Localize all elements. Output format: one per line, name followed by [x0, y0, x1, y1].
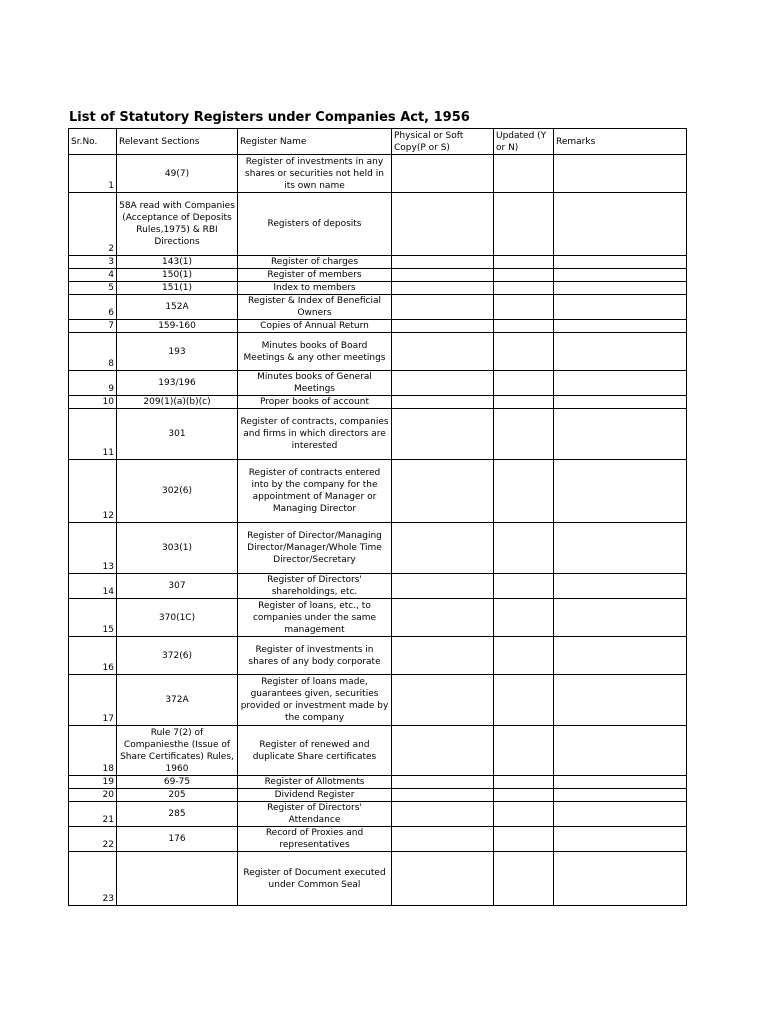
row-register-name: Register & Index of Beneficial Owners [238, 295, 392, 320]
row-physical-or-soft-cell [392, 523, 494, 574]
row-remarks-cell [554, 320, 687, 333]
row-remarks-cell [554, 789, 687, 802]
row-sr-no: 2 [69, 193, 117, 256]
table-row [69, 371, 687, 396]
row-relevant-section: 193/196 [117, 371, 238, 396]
row-updated-cell [494, 396, 554, 409]
row-updated-cell [494, 269, 554, 282]
table-row [69, 282, 687, 295]
header-relevant-sections: Relevant Sections [117, 129, 238, 155]
row-updated-cell [494, 789, 554, 802]
table-header-row [69, 129, 687, 155]
row-register-name: Register of loans made, guarantees given, securities provided or investment made by the company [238, 675, 392, 726]
row-updated-cell [494, 320, 554, 333]
row-sr-no: 15 [69, 599, 117, 637]
row-sr-no: 10 [69, 396, 117, 409]
row-register-name: Proper books of account [238, 396, 392, 409]
row-relevant-section: 193 [117, 333, 238, 371]
row-physical-or-soft-cell [392, 460, 494, 523]
table-row [69, 320, 687, 333]
row-register-name: Register of charges [238, 256, 392, 269]
row-remarks-cell [554, 827, 687, 852]
row-register-name: Register of Director/Managing Director/Manager/Whole Time Director/Secretary [238, 523, 392, 574]
row-sr-no: 20 [69, 789, 117, 802]
table-row [69, 256, 687, 269]
row-physical-or-soft-cell [392, 726, 494, 776]
row-sr-no: 6 [69, 295, 117, 320]
row-updated-cell [494, 460, 554, 523]
row-remarks-cell [554, 333, 687, 371]
row-updated-cell [494, 193, 554, 256]
row-sr-no: 13 [69, 523, 117, 574]
row-updated-cell [494, 155, 554, 193]
row-sr-no: 19 [69, 776, 117, 789]
row-sr-no: 12 [69, 460, 117, 523]
table-body [69, 155, 687, 906]
row-relevant-section: 372(6) [117, 637, 238, 675]
row-sr-no: 23 [69, 852, 117, 906]
row-updated-cell [494, 409, 554, 460]
row-relevant-section: 370(1C) [117, 599, 238, 637]
row-register-name: Index to members [238, 282, 392, 295]
row-sr-no: 1 [69, 155, 117, 193]
row-remarks-cell [554, 371, 687, 396]
row-register-name: Copies of Annual Return [238, 320, 392, 333]
row-updated-cell [494, 333, 554, 371]
row-remarks-cell [554, 852, 687, 906]
row-relevant-section: Rule 7(2) of Companiesthe (Issue of Share Certificates) Rules, 1960 [117, 726, 238, 776]
row-updated-cell [494, 256, 554, 269]
row-register-name: Register of Directors' shareholdings, etc. [238, 574, 392, 599]
row-updated-cell [494, 827, 554, 852]
row-relevant-section: 209(1)(a)(b)(c) [117, 396, 238, 409]
row-updated-cell [494, 852, 554, 906]
row-remarks-cell [554, 155, 687, 193]
header-remarks: Remarks [554, 129, 687, 155]
row-remarks-cell [554, 574, 687, 599]
row-relevant-section: 159-160 [117, 320, 238, 333]
row-remarks-cell [554, 802, 687, 827]
table-row [69, 409, 687, 460]
row-register-name: Minutes books of Board Meetings & any other meetings [238, 333, 392, 371]
row-register-name: Register of investments in shares of any body corporate [238, 637, 392, 675]
row-relevant-section: 150(1) [117, 269, 238, 282]
table-row [69, 637, 687, 675]
table-row [69, 776, 687, 789]
row-sr-no: 22 [69, 827, 117, 852]
table-row [69, 193, 687, 256]
row-relevant-section: 372A [117, 675, 238, 726]
row-updated-cell [494, 599, 554, 637]
row-sr-no: 4 [69, 269, 117, 282]
row-remarks-cell [554, 637, 687, 675]
row-updated-cell [494, 282, 554, 295]
row-relevant-section: 301 [117, 409, 238, 460]
table-row [69, 852, 687, 906]
row-physical-or-soft-cell [392, 333, 494, 371]
row-sr-no: 7 [69, 320, 117, 333]
row-sr-no: 3 [69, 256, 117, 269]
row-register-name: Register of Document executed under Common Seal [238, 852, 392, 906]
row-physical-or-soft-cell [392, 155, 494, 193]
row-remarks-cell [554, 523, 687, 574]
row-register-name: Register of investments in any shares or securities not held in its own name [238, 155, 392, 193]
row-register-name: Register of renewed and duplicate Share certificates [238, 726, 392, 776]
row-physical-or-soft-cell [392, 409, 494, 460]
header-physical-or-soft: Physical or Soft Copy(P or S) [392, 129, 494, 155]
row-updated-cell [494, 574, 554, 599]
table-row [69, 675, 687, 726]
row-physical-or-soft-cell [392, 827, 494, 852]
row-register-name: Minutes books of General Meetings [238, 371, 392, 396]
row-register-name: Register of loans, etc., to companies under the same management [238, 599, 392, 637]
row-physical-or-soft-cell [392, 320, 494, 333]
row-remarks-cell [554, 256, 687, 269]
row-register-name: Register of Directors' Attendance [238, 802, 392, 827]
row-physical-or-soft-cell [392, 295, 494, 320]
table-row [69, 333, 687, 371]
row-sr-no: 9 [69, 371, 117, 396]
header-sr-no: Sr.No. [69, 129, 117, 155]
row-sr-no: 16 [69, 637, 117, 675]
table-row [69, 295, 687, 320]
table-row [69, 599, 687, 637]
row-register-name: Record of Proxies and representatives [238, 827, 392, 852]
row-updated-cell [494, 371, 554, 396]
row-remarks-cell [554, 295, 687, 320]
row-register-name: Register of members [238, 269, 392, 282]
row-sr-no: 11 [69, 409, 117, 460]
row-sr-no: 18 [69, 726, 117, 776]
row-relevant-section [117, 852, 238, 906]
row-physical-or-soft-cell [392, 637, 494, 675]
row-remarks-cell [554, 409, 687, 460]
row-register-name: Dividend Register [238, 789, 392, 802]
row-updated-cell [494, 637, 554, 675]
row-relevant-section: 307 [117, 574, 238, 599]
table-row [69, 726, 687, 776]
row-relevant-section: 69-75 [117, 776, 238, 789]
row-relevant-section: 49(7) [117, 155, 238, 193]
row-register-name: Register of contracts entered into by the company for the appointment of Manager or Managing Director [238, 460, 392, 523]
table-row [69, 396, 687, 409]
row-updated-cell [494, 726, 554, 776]
registers-table [68, 128, 687, 906]
row-physical-or-soft-cell [392, 371, 494, 396]
row-remarks-cell [554, 460, 687, 523]
row-remarks-cell [554, 193, 687, 256]
row-updated-cell [494, 802, 554, 827]
row-physical-or-soft-cell [392, 675, 494, 726]
table-row [69, 523, 687, 574]
document-title: List of Statutory Registers under Companies Act, 1956 [69, 110, 470, 125]
row-register-name: Register of contracts, companies and firms in which directors are interested [238, 409, 392, 460]
row-relevant-section: 303(1) [117, 523, 238, 574]
row-physical-or-soft-cell [392, 282, 494, 295]
row-sr-no: 8 [69, 333, 117, 371]
row-remarks-cell [554, 282, 687, 295]
row-register-name: Registers of deposits [238, 193, 392, 256]
row-updated-cell [494, 523, 554, 574]
row-physical-or-soft-cell [392, 789, 494, 802]
row-updated-cell [494, 295, 554, 320]
row-relevant-section: 143(1) [117, 256, 238, 269]
row-physical-or-soft-cell [392, 193, 494, 256]
row-updated-cell [494, 776, 554, 789]
row-physical-or-soft-cell [392, 852, 494, 906]
table-row [69, 789, 687, 802]
row-sr-no: 14 [69, 574, 117, 599]
header-register-name: Register Name [238, 129, 392, 155]
table-row [69, 269, 687, 282]
row-physical-or-soft-cell [392, 269, 494, 282]
row-relevant-section: 151(1) [117, 282, 238, 295]
row-physical-or-soft-cell [392, 776, 494, 789]
row-sr-no: 5 [69, 282, 117, 295]
row-physical-or-soft-cell [392, 802, 494, 827]
row-relevant-section: 302(6) [117, 460, 238, 523]
row-remarks-cell [554, 396, 687, 409]
row-remarks-cell [554, 269, 687, 282]
row-sr-no: 17 [69, 675, 117, 726]
table-row [69, 460, 687, 523]
table-row [69, 574, 687, 599]
row-relevant-section: 285 [117, 802, 238, 827]
row-physical-or-soft-cell [392, 574, 494, 599]
row-relevant-section: 176 [117, 827, 238, 852]
row-updated-cell [494, 675, 554, 726]
table-row [69, 802, 687, 827]
header-updated: Updated (Y or N) [494, 129, 554, 155]
row-physical-or-soft-cell [392, 396, 494, 409]
row-relevant-section: 152A [117, 295, 238, 320]
row-physical-or-soft-cell [392, 599, 494, 637]
row-sr-no: 21 [69, 802, 117, 827]
row-relevant-section: 58A read with Companies (Acceptance of Deposits Rules,1975) & RBI Directions [117, 193, 238, 256]
row-remarks-cell [554, 675, 687, 726]
row-remarks-cell [554, 599, 687, 637]
row-remarks-cell [554, 776, 687, 789]
row-physical-or-soft-cell [392, 256, 494, 269]
table-row [69, 827, 687, 852]
row-remarks-cell [554, 726, 687, 776]
row-relevant-section: 205 [117, 789, 238, 802]
row-register-name: Register of Allotments [238, 776, 392, 789]
table-row [69, 155, 687, 193]
